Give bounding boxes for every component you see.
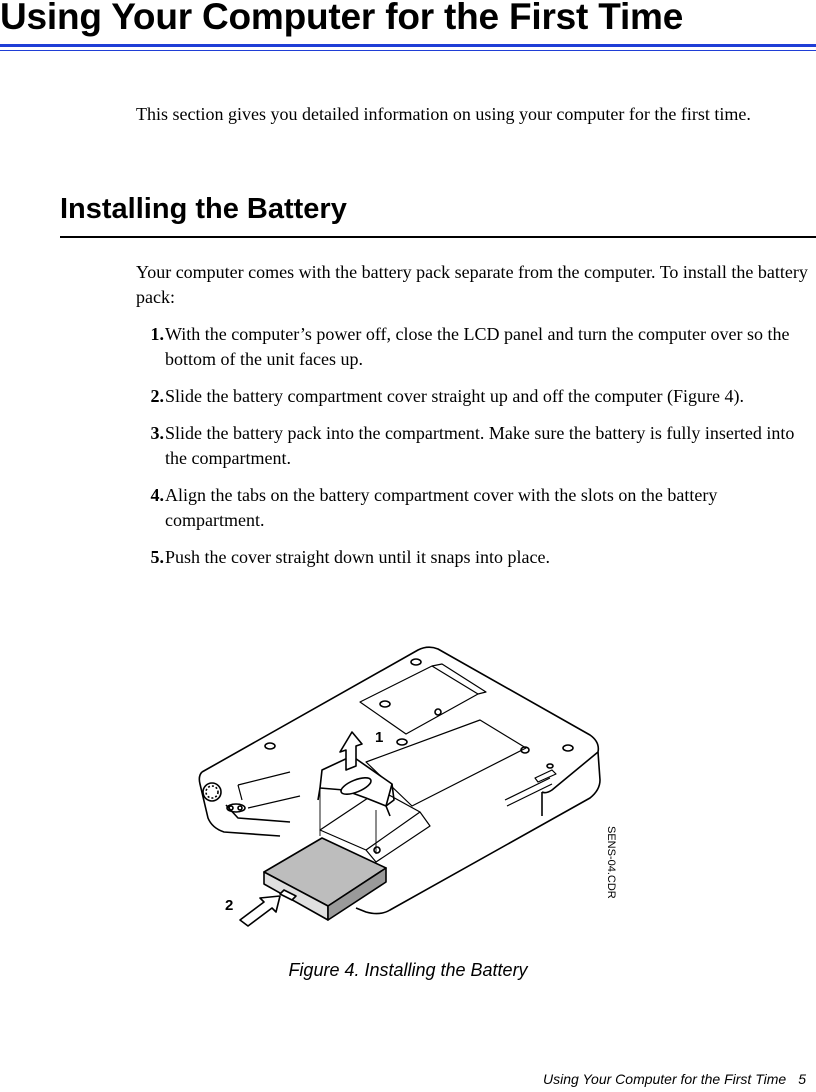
section-rule [60, 236, 816, 238]
step-number: 5. [150, 547, 164, 567]
step-number: 4. [150, 485, 164, 505]
steps-list [136, 322, 816, 582]
step-number: 3. [150, 423, 164, 443]
figure-file-code: SENS-04.CDR [605, 826, 617, 899]
step-text: Align the tabs on the battery compartment cover with the slots on the battery compartment. [165, 485, 718, 530]
step-item [136, 384, 816, 409]
title-rule-thick [0, 44, 816, 47]
step-text: With the computer’s power off, close the LCD panel and turn the computer over so the bottom of the unit faces up. [165, 324, 790, 369]
step-number: 2. [150, 386, 164, 406]
page-title: Using Your Computer for the First Time [0, 0, 684, 37]
step-item [136, 545, 816, 570]
battery-installation-figure [180, 640, 640, 930]
title-rule-thin [0, 50, 816, 51]
arrow-insert-icon [240, 896, 280, 926]
intro-paragraph: This section gives you detailed information on using your computer for the first time. [136, 104, 751, 124]
figure-caption: Figure 4. Installing the Battery [288, 960, 528, 980]
page-number: 5 [798, 1071, 806, 1087]
step-item [136, 421, 816, 471]
footer-running-title: Using Your Computer for the First Time [543, 1071, 787, 1087]
figure-label-1: 1 [375, 729, 384, 746]
section-heading: Installing the Battery [60, 193, 347, 225]
section-paragraph: Your computer comes with the battery pack separate from the computer. To install the battery pack: [136, 262, 808, 307]
step-text: Push the cover straight down until it snaps into place. [165, 547, 550, 567]
step-text: Slide the battery pack into the compartment. Make sure the battery is fully inserted into the compartment. [165, 423, 795, 468]
step-item [136, 483, 816, 533]
computer-body [199, 647, 600, 913]
step-number: 1. [150, 324, 164, 344]
step-text: Slide the battery compartment cover straight up and off the computer (Figure 4). [165, 386, 744, 406]
page-footer [543, 1071, 806, 1087]
battery-pack [264, 838, 386, 920]
figure-label-2: 2 [225, 897, 234, 914]
step-item [136, 322, 816, 372]
